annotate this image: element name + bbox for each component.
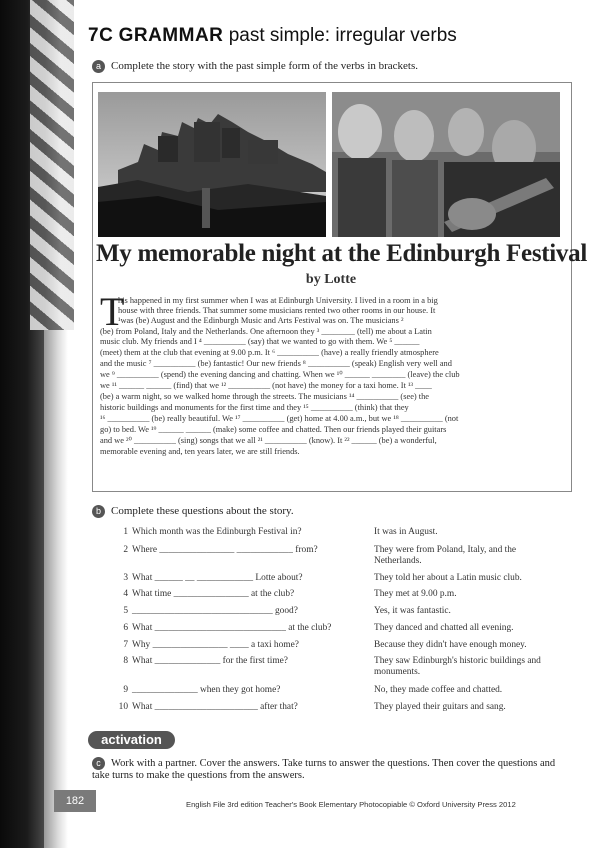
story-line: and the music ⁷ __________ (be) fantastic! Our new friends ⁸ __________ (speak) English very well and <box>100 359 452 368</box>
story-line: go) to bed. We ¹⁹ ______ ______ (make) some coffee and chatted. Then our friends played their guitars <box>100 425 447 434</box>
story-line: his happened in my first summer when I was at Edinburgh University. I lived in a room in a big <box>118 296 438 305</box>
answer-text: No, they made coffee and chatted. <box>374 685 503 695</box>
story-line: ¹was (be) August and the Edinburgh Music and Arts Festival was on. The musicians ² <box>118 316 404 325</box>
question-number: 6 <box>123 623 128 633</box>
activation-label: activation <box>88 731 175 749</box>
story-line: we ⁹ __________ (spend) the evening dancing and chatting. When we ¹⁰ ______ ________ (leave) the club <box>100 370 460 379</box>
story-line: (be) a warm night, so we walked home through the streets. The musicians ¹⁴ __________ (see) the <box>100 392 430 401</box>
footer-credit: English File 3rd edition Teacher's Book Elementary Photocopiable © Oxford University Press 2012 <box>186 800 516 809</box>
story-line: (be) from Poland, Italy and the Netherlands. One afternoon they ³ ________ (tell) me about a Latin <box>100 327 432 336</box>
exercise-b-badge: b <box>92 505 105 518</box>
story-line: music club. My friends and I ⁴ __________ (say) that we wanted to go with them. We ⁵ ______ <box>100 337 420 346</box>
question-number: 2 <box>123 545 128 555</box>
question-text: Why ________________ ____ a taxi home? <box>132 640 299 650</box>
answer-text: They played their guitars and sang. <box>374 702 506 712</box>
page-binding-fade <box>44 330 68 848</box>
lesson-code: 7C <box>88 25 114 46</box>
activation-instruction <box>92 757 562 781</box>
story-line: house with three friends. That summer some musicians rented two other rooms in our house. It <box>118 306 436 315</box>
question-number: 5 <box>123 606 128 616</box>
question-number: 8 <box>123 656 128 666</box>
exercise-b-text: Complete these questions about the story. <box>111 505 294 518</box>
question-text: ______________________________ good? <box>132 606 298 616</box>
story-line: (meet) them at the club that evening at 9.00 p.m. It ⁶ __________ (have) a really friendly atmosphere <box>100 348 439 357</box>
activation-text: Work with a partner. Cover the answers. Take turns to answer the questions. Then cover the questions and take turns to make the questions from the answers. <box>92 757 556 781</box>
answer-text: They were from Poland, Italy, and the Netherlands. <box>374 545 517 566</box>
answer-text: Yes, it was fantastic. <box>374 606 451 616</box>
question-text: What ______________ for the first time? <box>132 656 288 666</box>
exercise-c-badge: c <box>92 757 105 770</box>
page-number: 182 <box>54 790 96 812</box>
answer-text: They met at 9.00 p.m. <box>374 589 457 599</box>
question-number: 1 <box>123 527 128 537</box>
story-line: and we ²⁰ __________ (sing) songs that we all ²¹ __________ (know). It ²² ______ (be) a wonderful, <box>100 436 437 445</box>
story-byline: by Lotte <box>305 272 357 287</box>
question-number: 3 <box>123 573 128 583</box>
answer-text: It was in August. <box>374 527 438 537</box>
story-title: My memorable night at the Edinburgh Festival <box>96 240 587 267</box>
exercise-a-instruction <box>92 60 418 73</box>
question-number: 10 <box>118 702 128 712</box>
question-text: What ______ __ ____________ Lotte about? <box>132 573 303 583</box>
castle-illustration <box>98 92 326 237</box>
story-line: we ¹¹ ______ ______ (find) that we ¹² __________ (not have) the money for a taxi home. It ¹³ ____ <box>100 381 432 390</box>
section-label: GRAMMAR <box>118 25 224 46</box>
castle-photo <box>98 92 326 237</box>
story-line: memorable evening and, ten years later, we are still friends. <box>100 447 300 456</box>
question-text: What time ________________ at the club? <box>132 589 295 599</box>
question-text: Which month was the Edinburgh Festival in? <box>132 527 302 537</box>
question-text: What ______________________ after that? <box>132 702 298 712</box>
story-line: ¹⁶ __________ (be) really beautiful. We ¹⁷ __________ (get) home at 4.00 a.m., but we ¹⁸ __________ (not <box>100 414 459 423</box>
answer-text: They told her about a Latin music club. <box>374 573 522 583</box>
exercise-a-text: Complete the story with the past simple form of the verbs in brackets. <box>111 60 419 73</box>
question-number: 9 <box>123 685 128 695</box>
question-text: ______________ when they got home? <box>132 685 281 695</box>
question-number: 4 <box>123 589 128 599</box>
answer-text: They saw Edinburgh's historic buildings and monuments. <box>374 656 541 677</box>
decorative-stripes <box>30 0 74 330</box>
story-line: historic buildings and monuments for the first time and they ¹⁵ __________ (think) that they <box>100 403 409 412</box>
question-text: Where ________________ ____________ from? <box>132 545 318 555</box>
exercise-a-badge: a <box>92 60 105 73</box>
exercise-b-instruction <box>92 505 294 518</box>
question-text: What ____________________________ at the club? <box>132 623 332 633</box>
story-drop-cap: T <box>100 289 125 334</box>
answer-text: They danced and chatted all evening. <box>374 623 514 633</box>
topic-label: past simple: irregular verbs <box>228 25 457 46</box>
question-number: 7 <box>123 640 128 650</box>
page-title <box>88 25 457 47</box>
musicians-photo <box>332 92 560 237</box>
answer-text: Because they didn't have enough money. <box>374 640 527 650</box>
musicians-illustration <box>332 92 560 237</box>
